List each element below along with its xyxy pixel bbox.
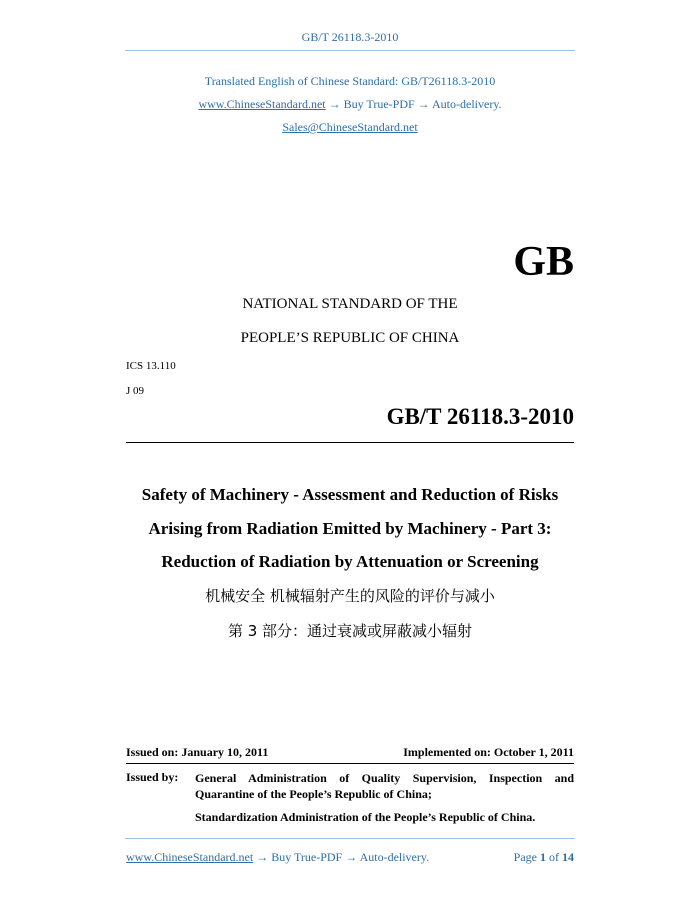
- promo-email-row: [0, 120, 700, 135]
- page-indicator: [514, 850, 574, 865]
- title-zh-line1: 机械安全 机械辐射产生的风险的评价与减小: [205, 587, 495, 605]
- title-zh-line2: 第 3 部分：通过衰减或屏蔽减小辐射: [227, 622, 473, 640]
- footer: [126, 850, 574, 865]
- issue-divider: [126, 763, 574, 764]
- header-divider: [125, 50, 575, 51]
- title-en-line3: Reduction of Radiation by Attenuation or Screening: [161, 552, 539, 571]
- implemented-on: Implemented on: October 1, 2011: [403, 745, 574, 759]
- title-en-line2: Arising from Radiation Emitted by Machinery - Part 3:: [148, 519, 552, 538]
- issuer-2: Standardization Administration of the People’s Republic of China.: [195, 810, 536, 824]
- promo-line: Translated English of Chinese Standard: GB/T26118.3-2010: [204, 74, 496, 88]
- national-standard-line1: NATIONAL STANDARD OF THE: [242, 296, 458, 312]
- title-divider: [126, 442, 574, 443]
- website-link[interactable]: www.ChineseStandard.net: [198, 97, 326, 111]
- page-total: 14: [562, 850, 574, 864]
- page-number: 1: [540, 850, 546, 864]
- promo-tagline: → Buy True-PDF → Auto-delivery.: [325, 97, 502, 111]
- standard-number: GB/T 26118.3-2010: [386, 404, 574, 429]
- footer-tagline: → Buy True-PDF → Auto-delivery.: [253, 850, 430, 864]
- issued-by-label: Issued by:: [126, 770, 179, 784]
- promo-links: [0, 97, 700, 112]
- email-link[interactable]: Sales@ChineseStandard.net: [282, 120, 418, 134]
- national-standard-line2: PEOPLE’S REPUBLIC OF CHINA: [240, 330, 460, 346]
- page-of: of: [546, 850, 562, 864]
- issue-row: [126, 745, 574, 760]
- footer-website-link[interactable]: www.ChineseStandard.net: [126, 850, 254, 864]
- issued-on: Issued on: January 10, 2011: [126, 745, 269, 759]
- page-prefix: Page: [513, 850, 540, 864]
- footer-divider: [125, 838, 575, 839]
- running-header: GB/T 26118.3-2010: [301, 30, 399, 44]
- ccs-code: J 09: [126, 385, 145, 397]
- title-en-line1: Safety of Machinery - Assessment and Reduction of Risks: [141, 485, 559, 504]
- issuer-1: General Administration of Quality Supervision, Inspection and Quarantine of the People’s Republic of China;: [195, 771, 574, 801]
- gb-mark: GB: [513, 239, 574, 285]
- ics-code: ICS 13.110: [126, 360, 176, 372]
